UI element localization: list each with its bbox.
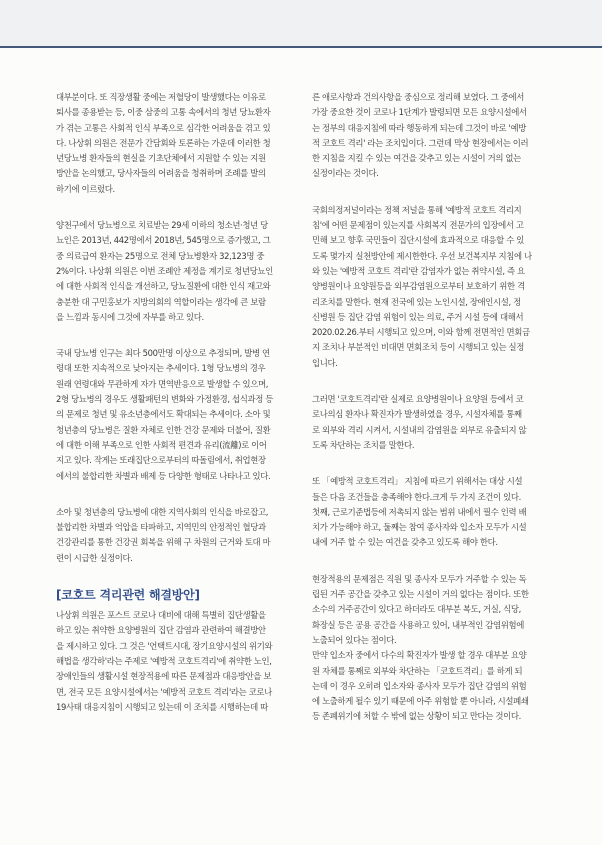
body-paragraph: 대부분이다. 또 직장생활 중에는 저혈당이 발생했다는 이유로 퇴사를 종용받는 등, 이중 삼중의 고통 속에서의 청년 당뇨환자 가 겪는 고통은 사회적 인식 부족으로 심각한 어려움을 겪고 있 다. 나상휘 의원은 전문가 간담회와 토론하는 가운데 이러한 청 년당뇨병 환자들의 현실을 기초단체에서 지원할 수 있는 지원 방안을 논의했고, 당사자들의 어려움을 청취하며 조례를 발의 하기에 이르렀다. (56, 92, 271, 194)
header-rule (0, 46, 602, 48)
body-paragraph: 른 애로사항과 건의사항을 중심으로 정리해 보였다. 그 중에서 가장 중요한 것이 코로나 1단계가 발령되면 모든 요양시설에서 는 정부의 대응지침에 따라 행동하게 되는데 그것이 바로 '예방 적 코호트 격리' 라는 조치입이다. 그런데 막상 현장에서는 이러 한 지침을 지킬 수 있는 여건을 갖추고 있는 시설이 거의 없는 실정이라는 것이다. (312, 92, 529, 179)
left-column (56, 90, 302, 736)
page-header-band (0, 0, 602, 46)
section-heading: [코호트 격리관련 해결방안] (56, 588, 200, 603)
body-paragraph: 양천구에서 당뇨병으로 치료받는 29세 이하의 청소년·청년 당 뇨인은 2013년, 442명에서 2018년, 545명으로 증가했고, 그 중 의료급여 환자는 25명으로 전체 당뇨병환자 32,123명 중 2%이다. 나상휘 의원은 이번 조례안 제정을 계기로 청년당뇨인 에 대한 사회적 인식을 개선하고, 당뇨질환에 대한 인식 재고와 충분한 대 구민홍보가 지방의회의 역할이라는 생각에 큰 보람 을 느낌과 동시에 그것에 자부를 하고 있다. (56, 220, 273, 322)
body-paragraph: 또 「예방적 코호트격리」 지침에 따르기 위해서는 대상 시설 들은 다음 조건들을 충족해야 한다.크게 두 가지 조건이 있다. 첫째, 근로기준법등에 저촉되지 않는 범위 내에서 필수 인력 배 치가 가능해야 하고, 둘째는 참여 종사자와 입소자 모두가 시설 내에 거주 할 수 있는 여건을 갖추고 있도록 해야 한다. (312, 476, 527, 548)
body-paragraph: 그러면 '코호트격리'란 실제로 요양병원이나 요양원 등에서 코 로나의심 환자나 확진자가 발생하였을 경우, 시설자체를 통째 로 외부와 격리 시켜서, 시설내의 감염원을 외부로 유출되지 않 도록 차단하는 조치를 말한다. (312, 394, 527, 450)
right-column (312, 90, 558, 746)
body-paragraph: 소아 및 청년층의 당뇨병에 대한 지역사회의 인식을 바로잡고, 불합리한 차별과 억압을 타파하고, 지역민의 안정적인 혈당과 건강관리를 통한 건강권 회복을 위해 구 차원의 근거와 토대 마 련이 시급한 실정이다. (56, 506, 271, 563)
body-paragraph: 국회의정저널이라는 정책 저널을 통해 '예방적 코호트 격리지 침'에 어떤 문제점이 있는지를 사회복지 전문가의 입장에서 고 민해 보고 향후 국민들이 집단시설에 효과적으로 대응할 수 있 도록 몇가지 실천방안에 제시한한다. 우선 보건복지부 지침에 나 와 있는 '예방적 코호트 격리'란 감염자가 없는 취약시설, 즉 요 양병원이나 요양원등을 외부감염원으로부터 보호하기 위한 격 리조치를 말한다. 현재 전국에 있는 노인시설, 장애인시설, 정 신병원 등 집단 감염 위험이 있는 의료, 주거 시설 등에 대해서 2020.02.26.부터 시행되고 있으며, 이와 함께 전면적인 면회금 지 조치나 부분적인 비대면 면회조치 등이 시행되고 있는 실정 입니다. (312, 204, 532, 368)
body-paragraph: 나상휘 의원은 포스트 코로나 대비에 대해 특별히 집단생활을 하고 있는 취약한 요양병원의 집단 감염과 관련하여 해결방안 을 제시하고 있다. 그 것은 '언택트시대, 장기요양시설의 위기와 해법을 생각하'라는 주제로 '예방적 코호트격리'에 취약한 노인, 장애인들의 생활시설 현장적용에 따른 문제점과 대응방안을 보 면, 전국 모든 요양시설에서는 '예방적 코호트 격리'라는 코로나 19사태 대응지침이 시행되고 있는데 이 조치를 시행하는데 따 (56, 610, 273, 712)
body-paragraph: 현장적용의 문제점은 직원 및 종사자 모두가 거주할 수 있는 독 립된 거주 공간을 갖추고 있는 시설이 거의 없다는 점이다. 또한 소수의 거주공간이 있다고 하더라도 대부분 복도, 거실, 식당, 화장실 등은 공용 공간을 사용하고 있어, 내부적인 감염위험에 노출되어 있다는 점이다. 만약 입소자 중에서 다수의 확진자가 발생 할 경우 대부분 요양 원 자체를 통째로 외부와 차단하는 「코호트격리」를 하게 되 는데 이 경우 오히려 입소자와 종사자 모두가 집단 감염의 위험 에 노출하게 될수 있기 때문에 아주 위험할 뿐 아니라, 시설폐쇄 등 존폐위기에 처할 수 밖에 없는 상황이 되고 만다는 것이다. (312, 573, 529, 722)
body-paragraph: 국내 당뇨병 인구는 최다 500만명 이상으로 추정되며, 발병 연 령대 또한 지속적으로 낮아지는 추세이다. 1형 당뇨병의 경우 원래 연령대와 무관하게 자가 면역반응으로 발생할 수 있으며, 2형 당뇨병의 경우도 생활패턴의 변화와 가정환경, 섭식과정 등 의 문제로 청년 및 유소년층에서도 확대되는 추세이다. 소아 및 청년층의 당뇨병은 질환 자체로 인한 건강 문제와 더불어, 질환 에 대한 이해 부족으로 인한 사회적 편견과 유리(流離)로 이어 지고 있다. 작게는 또래집단으로부터의 따돌림에서, 취업현장 에서의 불합리한 차별과 배제 등 다양한 형태로 나타나고 있다. (56, 348, 273, 481)
